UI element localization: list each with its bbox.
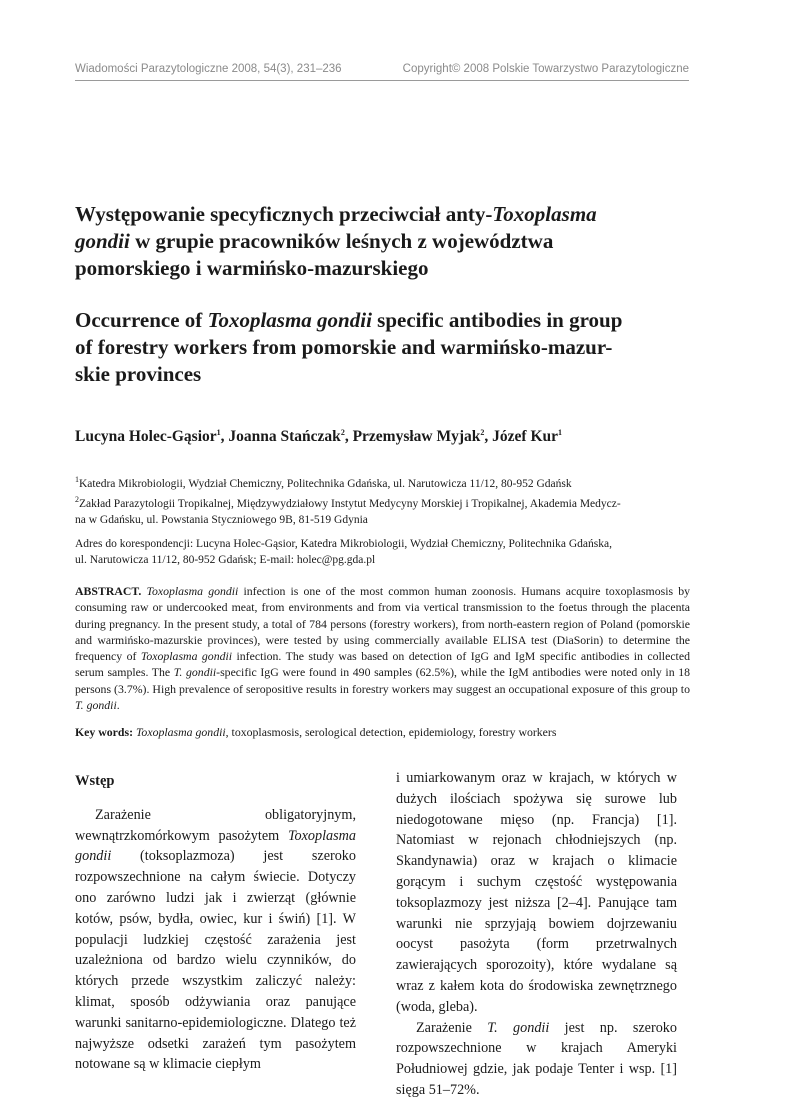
section-heading: Wstęp bbox=[75, 773, 115, 789]
keywords: Key words: Toxoplasma gondii, toxoplasmosis, serological detection, epidemiology, forestry workers bbox=[75, 725, 557, 739]
author: Józef Kur bbox=[492, 428, 559, 446]
copyright-notice: Copyright© 2008 Polskie Towarzystwo Parazytologiczne bbox=[402, 63, 689, 75]
correspondence-address: Adres do korespondencji: Lucyna Holec-Gąsior, Katedra Mikrobiologii, Wydział Chemiczny, Politechnika Gdańska, ul. Narutowicza 11/12, 80-952 Gdańsk; E-mail: holec@pg.gda.pl bbox=[75, 538, 612, 566]
paragraph: Zarażenie obligatoryjnym, wewnątrzkomórkowym pasożytem Toxoplasma gondii (toksoplazmoza) jest szeroko rozpowszechnione na całym świecie. Dotyczy ono zarówno ludzi jak i zwierząt (głównie kotów, psów, bydła, owiec, kur i świń) [1]. W populacji ludzkiej częstość zarażenia jest uzależniona od bardzo wielu czynników, do których przede wszystkim zaliczyć należy: klimat, sposób odżywiania oraz panujące warunki sanitarno-epidemiologiczne. Dlatego też najwyższe odsetki zarażeń tym pasożytem notowane są w klimacie ciepłym bbox=[75, 806, 356, 1073]
title-polish: Występowanie specyficznych przeciwciał anty-Toxoplasma gondii w grupie pracowników leśnych z województwa pomorskiego i warmińsko-mazurskiego bbox=[75, 202, 597, 280]
author: Przemysław Myjak bbox=[352, 428, 481, 446]
journal-citation: Wiadomości Parazytologiczne 2008, 54(3), 231–236 bbox=[75, 63, 342, 75]
affiliations: $^1$Katedra Mikrobiologii, Wydział Chemiczny, Politechnika Gdańska, ul. Narutowicza 11/12, 80-952 Gdańsk $^2$Zakład Parazytologii Tropikalnej, Międzywydziałowy Instytut Medycyny Morskiej i Tropikalnej, Akademia Medycz- na w Gdańsku, ul. Powstania Styczniowego 9B, 81-519 Gdynia bbox=[75, 475, 621, 526]
abstract: ABSTRACT. Toxoplasma gondii infection is one of the most common human zoonosis. Humans acquire toxoplasmosis by consuming raw or undercooked meat, from environments and from via vertical transmission to the foetus through the placenta during pregnancy. In the present study, a total of 784 persons (forestry workers), from north-eastern region of Poland (pomorskie and warmińsko-mazurskie provinces), were tested by using commercially available ELISA test (DiaSorin) to determine the frequency of Toxoplasma gondii infection. The study was based on detection of IgG and IgM specific antibodies in collected serum samples. The T. gondii-specific IgG were found in 490 samples (62.5%), while the IgM antibodies were noted only in 18 persons (3.7%). High prevalence of seropositive results in forestry workers may suggest an occupational exposure of this group to T. gondii. bbox=[75, 584, 690, 713]
author: Joanna Stańczak bbox=[228, 428, 341, 446]
header-rule bbox=[75, 80, 689, 81]
paragraph: Zarażenie T. gondii jest np. szeroko rozpowszechnione w krajach Ameryki Południowej gdzie, jak podaje Tenter i wsp. [1] sięga 51–72%. bbox=[396, 1019, 677, 1098]
author-list: Lucyna Holec-Gąsior$^1$, Joanna Stańczak$^2$, Przemysław Myjak$^2$, Józef Kur$^1$ bbox=[75, 428, 563, 446]
keywords-label: Key words: bbox=[75, 725, 133, 739]
abstract-label: ABSTRACT. bbox=[75, 584, 142, 598]
title-english: Occurrence of Toxoplasma gondii specific antibodies in group of forestry workers from pomorskie and warmińsko-mazur- skie provinces bbox=[75, 308, 623, 386]
paragraph: i umiarkowanym oraz w krajach, w których w dużych ilościach spożywa się surowe lub niedogotowane mięso (np. Francja) [1]. Natomiast w rejonach chłodniejszych (np. Skandynawia) oraz w krajach o klimacie gorącym i suchym częstość występowania toksoplazmozy jest niższa [2–4]. Panujące tam warunki nie sprzyjają bowiem dojrzewaniu oocyst pasożyta (form przetrwalnych zawierających sporozoity), które wydalane są wraz z kałem kota do środowiska zewnętrznego (woda, gleba). bbox=[396, 770, 677, 1015]
body-column-left bbox=[75, 771, 356, 1075]
body-column-right bbox=[396, 768, 677, 1101]
author: Lucyna Holec-Gąsior bbox=[75, 428, 217, 446]
running-header bbox=[75, 63, 689, 75]
